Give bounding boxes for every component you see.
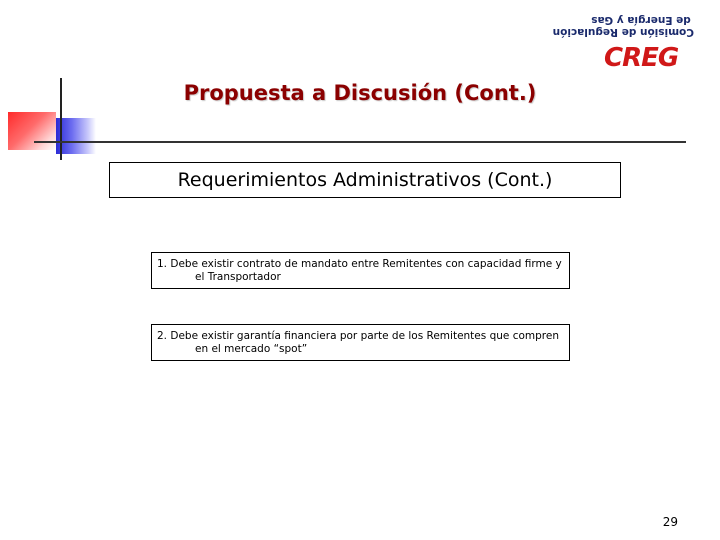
logo-text-line-1: Comisión de Regulación [552, 26, 694, 38]
requirement-box-2 [151, 324, 570, 361]
requirement-2-line-2: en el mercado “spot” [195, 343, 308, 355]
requirement-2-line-1: 2. Debe existir garantía financiera por parte de los Remitentes que compren [157, 330, 559, 342]
title-underline [34, 141, 686, 143]
page-number: 29 [662, 515, 678, 529]
decorative-vertical-line [60, 78, 62, 160]
requirement-1-line-2: el Transportador [195, 271, 281, 283]
page-title: Propuesta a Discusión (Cont.) [183, 81, 537, 105]
logo-mark: CREG [604, 43, 679, 73]
logo-text-line-2: de Energía y Gas [591, 14, 691, 26]
creg-logo [552, 12, 694, 73]
decorative-red-block [8, 112, 56, 150]
section-subtitle [109, 162, 621, 198]
requirement-1-line-1: 1. Debe existir contrato de mandato entre Remitentes con capacidad firme y [157, 258, 562, 270]
decorative-blue-block [56, 118, 96, 154]
requirement-box-1 [151, 252, 570, 289]
section-subtitle-text: Requerimientos Administrativos (Cont.) [177, 169, 553, 191]
